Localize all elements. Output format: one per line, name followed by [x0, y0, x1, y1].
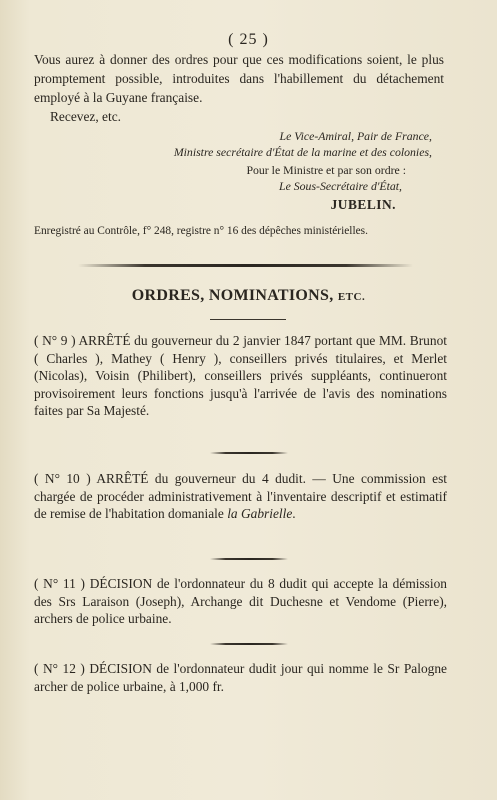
signature-line-3: Pour le Ministre et par son ordre : [246, 163, 406, 177]
section-title [0, 287, 497, 305]
signature-line-1: Le Vice-Amiral, Pair de France, [279, 129, 432, 143]
item-text-end: . [292, 506, 296, 522]
signature-block [40, 128, 432, 160]
item-text: ARRÊTÉ du gouverneur du 2 janvier 1847 portant que MM. Brunot ( Charles ), Mathey ( Henry ), conseillers privés titulaires, et Merlet (Nicolas), Voisin (Philibert), conseillers privés suppléants, continueront provisoirement leurs fonctions jusqu'à l'arrivée de l'avis des nominations faites par Sa Majesté. [34, 333, 447, 419]
page-number: ( 25 ) [228, 31, 269, 48]
item-9 [34, 332, 447, 420]
signature-line-4: Le Sous-Secrétaire d'État, [279, 179, 402, 193]
separator-rule [210, 452, 288, 454]
item-text: DÉCISION de l'ordonnateur dudit jour qui nomme le Sr Palogne archer de police urbaine, à 1,000 fr. [34, 661, 447, 694]
item-10 [34, 470, 447, 523]
item-text: DÉCISION de l'ordonnateur du 8 dudit qui accepte la démission des Srs Laraison (Joseph), Archange dit Duchesne et Vendome (Pierre), archers de police urbaine. [34, 576, 447, 627]
item-number: ( N° 11 ) [34, 576, 85, 591]
title-underline [210, 319, 286, 320]
item-text-italic: la Gabrielle [227, 506, 293, 522]
separator-rule [210, 558, 288, 560]
intro-paragraph: Vous aurez à donner des ordres pour que ces modifications soient, le plus promptement possible, introduites dans l'habillement du détachement employé à la Guyane française. [34, 52, 444, 105]
signatory-name: JUBELIN. [330, 197, 396, 212]
section-title-main: ORDRES, NOMINATIONS, [131, 287, 334, 304]
signature-line-2: Ministre secrétaire d'État de la marine et des colonies, [173, 145, 432, 159]
registration-note: Enregistré au Contrôle, f° 248, registre n° 16 des dépêches ministérielles. [34, 225, 368, 237]
item-number: ( N° 12 ) [34, 661, 85, 676]
item-number: ( N° 9 ) [34, 333, 76, 348]
item-number: ( N° 10 ) [34, 471, 91, 486]
item-11 [34, 575, 447, 628]
item-12 [34, 660, 447, 695]
delegation-block [40, 162, 432, 194]
ornamental-rule [78, 264, 413, 267]
section-title-suffix: ETC. [337, 291, 366, 303]
item-text: ARRÊTÉ du gouverneur du 4 dudit. — Une commission est chargée de procéder administrativement à l'inventaire descriptif et estimatif de remise de l'habitation domaniale [34, 471, 447, 522]
separator-rule [210, 643, 288, 645]
closing-formula: Recevez, etc. [50, 109, 121, 124]
